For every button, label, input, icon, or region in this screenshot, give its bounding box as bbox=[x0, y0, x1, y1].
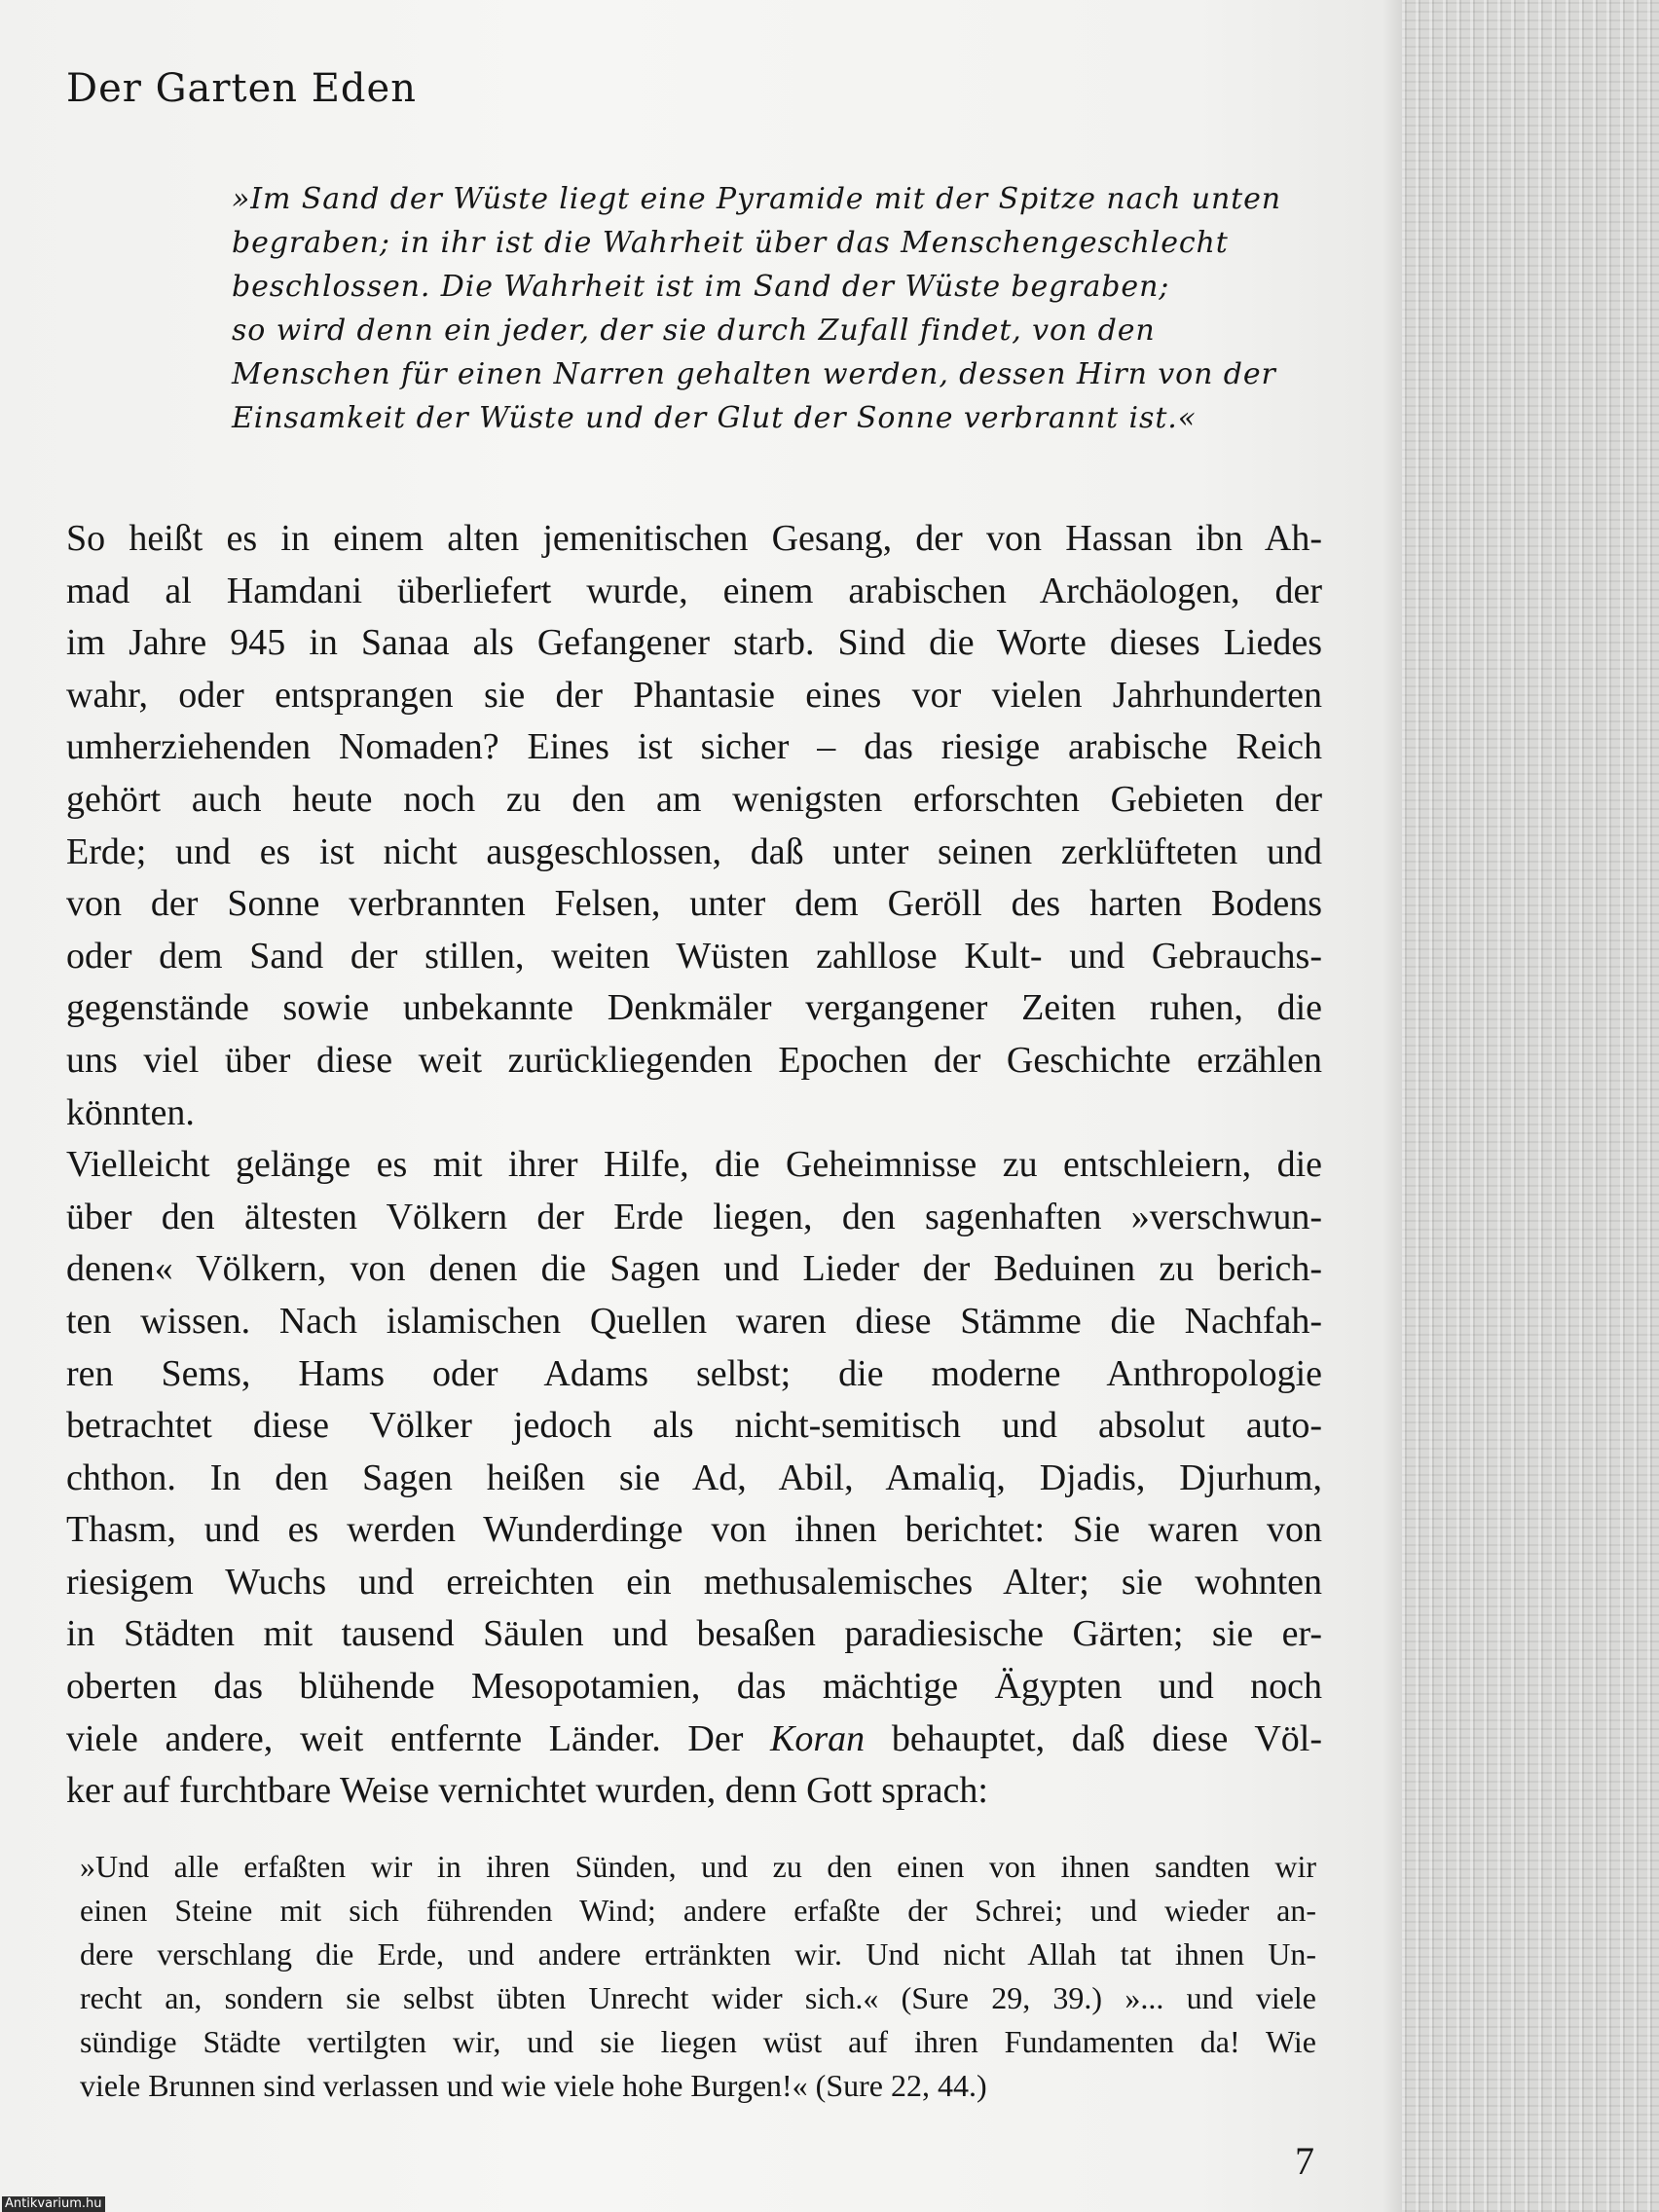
watermark: Antikvarium.hu bbox=[2, 2196, 105, 2212]
quote-line: sündige Städte vertilgten wir, und sie liegen wüst auf ihren Fundamenten da! Wie bbox=[80, 2024, 1316, 2059]
body-line: riesigem Wuchs und erreichten ein methusalemisches Alter; sie wohnten bbox=[66, 1561, 1322, 1603]
body-line: ren Sems, Hams oder Adams selbst; die moderne Anthropologie bbox=[66, 1352, 1322, 1394]
body-line: könnten. bbox=[66, 1091, 195, 1133]
body-text bbox=[66, 513, 1322, 1818]
epigraph-line: Einsamkeit der Wüste und der Glut der Sonne verbrannt ist.« bbox=[232, 401, 1197, 435]
quote-line: »Und alle erfaßten wir in ihren Sünden, und zu den einen von ihnen sandten wir bbox=[80, 1849, 1316, 1884]
body-line: uns viel über diese weit zurückliegenden Epochen der Geschichte erzählen bbox=[66, 1039, 1322, 1081]
body-line: ker auf furchtbare Weise vernichtet wurden, denn Gott sprach: bbox=[66, 1770, 988, 1812]
epigraph-line: Menschen für einen Narren gehalten werden, dessen Hirn von der bbox=[232, 357, 1276, 391]
body-line: von der Sonne verbrannten Felsen, unter dem Geröll des harten Bodens bbox=[66, 883, 1322, 925]
quote-line: einen Steine mit sich führenden Wind; andere erfaßte der Schrei; und wieder an- bbox=[80, 1893, 1316, 1928]
quote-line: recht an, sondern sie selbst übten Unrecht wider sich.« (Sure 29, 39.) »... und viele bbox=[80, 1980, 1316, 2015]
epigraph-line: beschlossen. Die Wahrheit ist im Sand der Wüste begraben; bbox=[232, 270, 1170, 304]
body-line: betrachtet diese Völker jedoch als nicht-semitisch und absolut auto- bbox=[66, 1405, 1322, 1447]
body-line: denen« Völkern, von denen die Sagen und Lieder der Beduinen zu berich- bbox=[66, 1248, 1322, 1290]
body-line: gehört auch heute noch zu den am wenigsten erforschten Gebieten der bbox=[66, 778, 1322, 820]
body-line: oberten das blühende Mesopotamien, das mächtige Ägypten und noch bbox=[66, 1666, 1322, 1708]
body-line: Erde; und es ist nicht ausgeschlossen, daß unter seinen zerklüfteten und bbox=[66, 830, 1322, 872]
body-line: Thasm, und es werden Wunderdinge von ihnen berichtet: Sie waren von bbox=[66, 1509, 1322, 1551]
body-line: wahr, oder entsprangen sie der Phantasie eines vor vielen Jahrhunderten bbox=[66, 674, 1322, 716]
body-line: in Städten mit tausend Säulen und besaßen paradiesische Gärten; sie er- bbox=[66, 1613, 1322, 1655]
koran-quote bbox=[80, 1845, 1316, 2108]
body-line: im Jahre 945 in Sanaa als Gefangener starb. Sind die Worte dieses Liedes bbox=[66, 622, 1322, 664]
chapter-heading: Der Garten Eden bbox=[66, 66, 417, 111]
body-line: viele andere, weit entfernte Länder. Der Koran behauptet, daß diese Völ- bbox=[66, 1717, 1322, 1759]
body-line: umherziehenden Nomaden? Eines ist sicher – das riesige arabische Reich bbox=[66, 726, 1322, 768]
body-line: ten wissen. Nach islamischen Quellen waren diese Stämme die Nachfah- bbox=[66, 1300, 1322, 1342]
epigraph-line: so wird denn ein jeder, der sie durch Zufall findet, von den bbox=[232, 313, 1156, 348]
page-number: 7 bbox=[1295, 2139, 1314, 2183]
body-line: Vielleicht gelänge es mit ihrer Hilfe, die Geheimnisse zu entschleiern, die bbox=[66, 1144, 1322, 1186]
page-gutter-shadow bbox=[1382, 0, 1402, 2212]
epigraph-line: »Im Sand der Wüste liegt eine Pyramide mit der Spitze nach unten bbox=[232, 182, 1282, 216]
wooden-surface bbox=[1402, 0, 1659, 2212]
italic-word: Koran bbox=[770, 1717, 866, 1759]
body-line: mad al Hamdani überliefert wurde, einem arabischen Archäologen, der bbox=[66, 570, 1322, 611]
body-line: über den ältesten Völkern der Erde liegen, den sagenhaften »verschwun- bbox=[66, 1196, 1322, 1237]
body-line: So heißt es in einem alten jemenitischen Gesang, der von Hassan ibn Ah- bbox=[66, 518, 1322, 559]
body-line: oder dem Sand der stillen, weiten Wüsten zahllose Kult- und Gebrauchs- bbox=[66, 935, 1322, 977]
epigraph-line: begraben; in ihr ist die Wahrheit über das Menschengeschlecht bbox=[232, 226, 1229, 260]
epigraph bbox=[232, 177, 1322, 440]
body-line: gegenstände sowie unbekannte Denkmäler vergangener Zeiten ruhen, die bbox=[66, 987, 1322, 1029]
quote-line: dere verschlang die Erde, und andere ertränkten wir. Und nicht Allah tat ihnen Un- bbox=[80, 1936, 1316, 1972]
body-line: chthon. In den Sagen heißen sie Ad, Abil, Amaliq, Djadis, Djurhum, bbox=[66, 1456, 1322, 1498]
quote-line: viele Brunnen sind verlassen und wie viele hohe Burgen!« (Sure 22, 44.) bbox=[80, 2068, 987, 2103]
